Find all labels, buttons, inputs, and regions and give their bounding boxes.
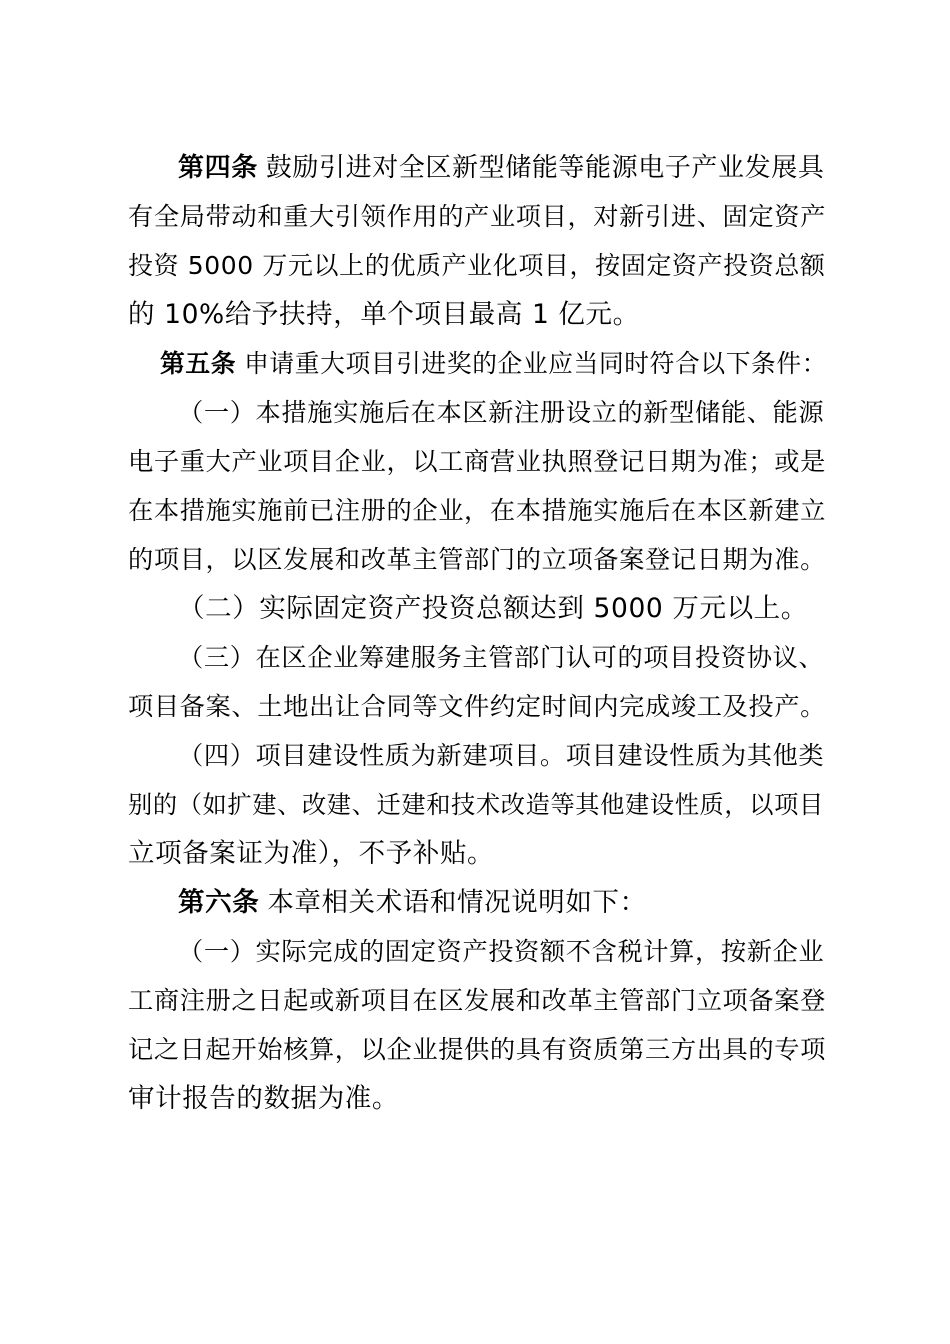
article5-item1-line3: 在本措施实施前已注册的企业，在本措施实施后在本区新建立 — [128, 496, 826, 525]
article5-item4-line1: （四）项目建设性质为新建项目。项目建设性质为其他类 — [178, 741, 825, 770]
article5-line1 — [160, 344, 827, 384]
article4-line4: 的 10%给予扶持，单个项目最高 1 亿元。 — [128, 299, 640, 330]
article5-item3-line1: （三）在区企业筹建服务主管部门认可的项目投资协议、 — [178, 643, 825, 672]
article6-item1-line2: 工商注册之日起或新项目在区发展和改革主管部门立项备案登 — [128, 986, 826, 1015]
article6-item1-line1: （一）实际完成的固定资产投资额不含税计算，按新企业 — [178, 937, 825, 966]
article4-heading: 第四条 — [178, 153, 258, 183]
article5-heading: 第五条 — [160, 349, 237, 378]
article6-heading: 第六条 — [178, 887, 260, 918]
article4-line3: 投资 5000 万元以上的优质产业化项目，按固定资产投资总额 — [128, 251, 826, 280]
article5-item4-line2: 别的（如扩建、改建、迁建和技术改造等其他建设性质，以项目 — [128, 790, 824, 819]
article5-item2-line1: （二）实际固定资产投资总额达到 5000 万元以上。 — [178, 593, 808, 624]
article5-item3-line2: 项目备案、土地出让合同等文件约定时间内完成竣工及投产。 — [128, 692, 826, 721]
article4-line2: 有全局带动和重大引领作用的产业项目，对新引进、固定资产 — [128, 202, 826, 231]
article5-text: 申请重大项目引进奖的企业应当同时符合以下条件： — [244, 349, 828, 378]
article6-text: 本章相关术语和情况说明如下： — [267, 887, 647, 918]
article5-item1-line2: 电子重大产业项目企业，以工商营业执照登记日期为准；或是 — [128, 447, 826, 476]
article5-item1-line4: 的项目，以区发展和改革主管部门的立项备案登记日期为准。 — [128, 545, 826, 574]
article5-item4-line3: 立项备案证为准），不予补贴。 — [128, 838, 495, 869]
article6-item1-line4: 审计报告的数据为准。 — [128, 1083, 399, 1114]
article5-item1-line1: （一）本措施实施后在本区新注册设立的新型储能、能源 — [178, 398, 825, 427]
article4-text: 鼓励引进对全区新型储能等能源电子产业发展具 — [265, 153, 825, 183]
article6-item1-line3: 记之日起开始核算，以企业提供的具有资质第三方出具的专项 — [128, 1035, 826, 1064]
article6-line1 — [178, 883, 647, 923]
article4-line1 — [178, 148, 824, 188]
